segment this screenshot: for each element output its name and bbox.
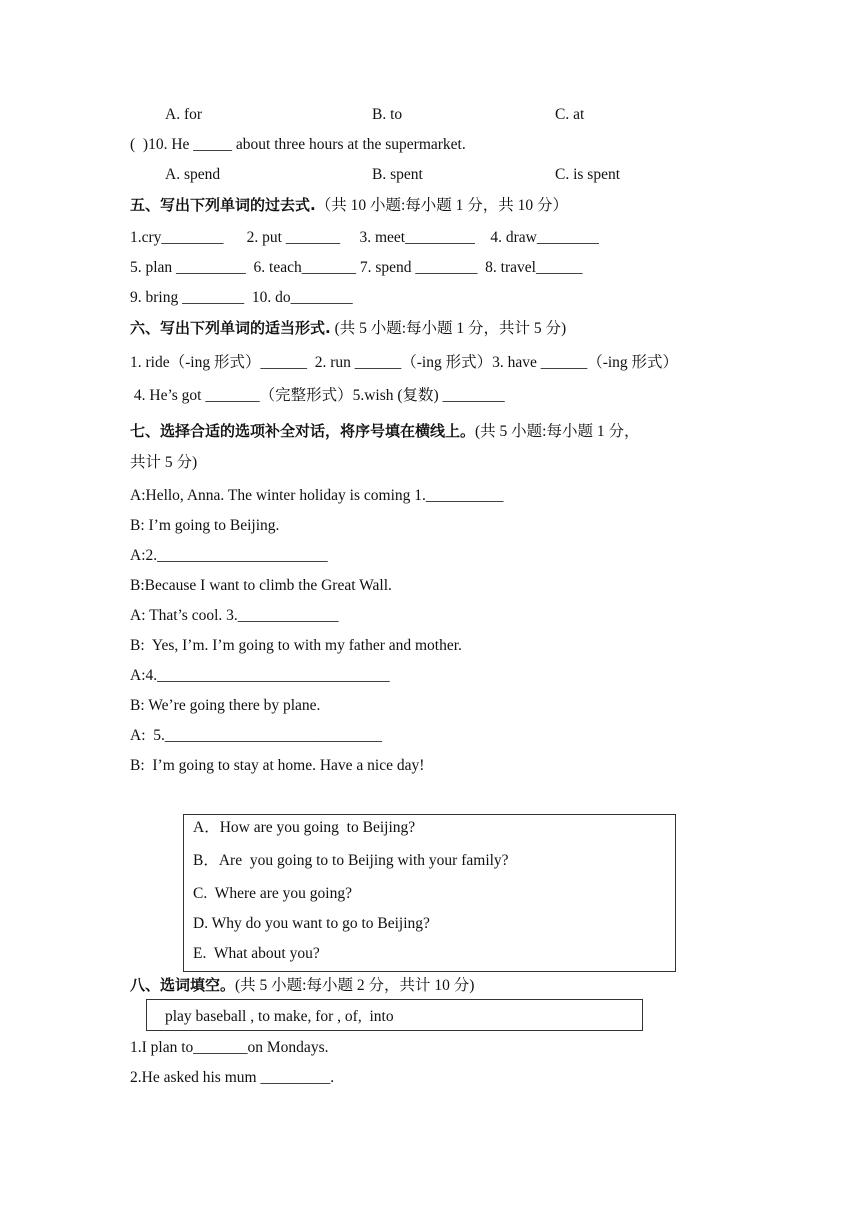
dialog-line-5: A: That’s cool. 3._____________ bbox=[130, 607, 339, 624]
option-b: B．Are you going to to Beijing with your family? bbox=[193, 852, 509, 869]
dialog-line-2: B: I’m going to Beijing. bbox=[130, 517, 280, 534]
dialog-line-9: A: 5.____________________________ bbox=[130, 727, 382, 744]
option-e: E. What about you? bbox=[193, 945, 320, 962]
option-a: A．How are you going to Beijing? bbox=[193, 819, 416, 836]
q10-option-b: B. spent bbox=[372, 166, 423, 183]
section-8-title bbox=[130, 974, 474, 997]
section-7-options-box bbox=[183, 814, 676, 972]
q9-option-c: C. at bbox=[555, 106, 585, 123]
section-6-line-1: 1. ride（-ing 形式）______ 2. run ______（-ing 形式）3. have ______（-ing 形式） bbox=[130, 354, 679, 371]
q9-option-b: B. to bbox=[372, 106, 403, 123]
section-5-heading: 五、写出下列单词的过去式. bbox=[130, 196, 316, 214]
section-5-note: （共 10 小题:每小题 1 分，共 10 分） bbox=[315, 197, 569, 214]
section-5-line-1: 1.cry________ 2. put _______ 3. meet_________ 4. draw________ bbox=[130, 229, 599, 246]
q10-option-c: C. is spent bbox=[555, 166, 621, 183]
section-7-title bbox=[130, 420, 639, 443]
dialog-line-7: A:4.______________________________ bbox=[130, 667, 390, 684]
section-7-note-2: 共计 5 分) bbox=[130, 454, 198, 471]
option-d: D. Why do you want to go to Beijing? bbox=[193, 915, 430, 932]
q10-stem: ( )10. He _____ about three hours at the supermarket. bbox=[130, 136, 466, 153]
dialog-line-10: B: I’m going to stay at home. Have a nice day! bbox=[130, 757, 425, 774]
option-c: C. Where are you going? bbox=[193, 885, 352, 902]
section-7-heading: 七、选择合适的选项补全对话，将序号填在横线上。 bbox=[130, 422, 476, 440]
dialog-line-4: B:Because I want to climb the Great Wall. bbox=[130, 577, 392, 594]
section-7-note: (共 5 小题:每小题 1 分， bbox=[475, 423, 640, 440]
section-6-heading: 六、写出下列单词的适当形式. bbox=[130, 319, 331, 337]
section-6-title bbox=[130, 317, 566, 340]
dialog-line-6: B: Yes, I’m. I’m going to with my father and mother. bbox=[130, 637, 462, 654]
section-8-heading: 八、选词填空。 bbox=[130, 976, 236, 994]
section-5-line-2: 5. plan _________ 6. teach_______ 7. spend ________ 8. travel______ bbox=[130, 259, 583, 276]
q10-option-a: A. spend bbox=[165, 166, 221, 183]
section-8-line-2: 2.He asked his mum _________. bbox=[130, 1069, 335, 1086]
section-8-line-1: 1.I plan to_______on Mondays. bbox=[130, 1039, 329, 1056]
q9-option-a: A. for bbox=[165, 106, 203, 123]
section-6-note: (共 5 小题:每小题 1 分，共计 5 分) bbox=[330, 320, 567, 337]
section-8-note: (共 5 小题:每小题 2 分，共计 10 分) bbox=[235, 977, 475, 994]
dialog-line-8: B: We’re going there by plane. bbox=[130, 697, 321, 714]
dialog-line-3: A:2.______________________ bbox=[130, 547, 328, 564]
word-bank-box bbox=[146, 999, 643, 1031]
section-7-note-cont bbox=[130, 452, 197, 474]
section-5-line-3: 9. bring ________ 10. do________ bbox=[130, 289, 353, 306]
section-5-title bbox=[130, 194, 568, 217]
dialog-line-1: A:Hello, Anna. The winter holiday is coming 1.__________ bbox=[130, 487, 504, 504]
word-bank: play baseball , to make, for , of, into bbox=[165, 1008, 394, 1025]
section-6-line-2: 4. He’s got _______（完整形式）5.wish (复数) ________ bbox=[130, 387, 505, 404]
